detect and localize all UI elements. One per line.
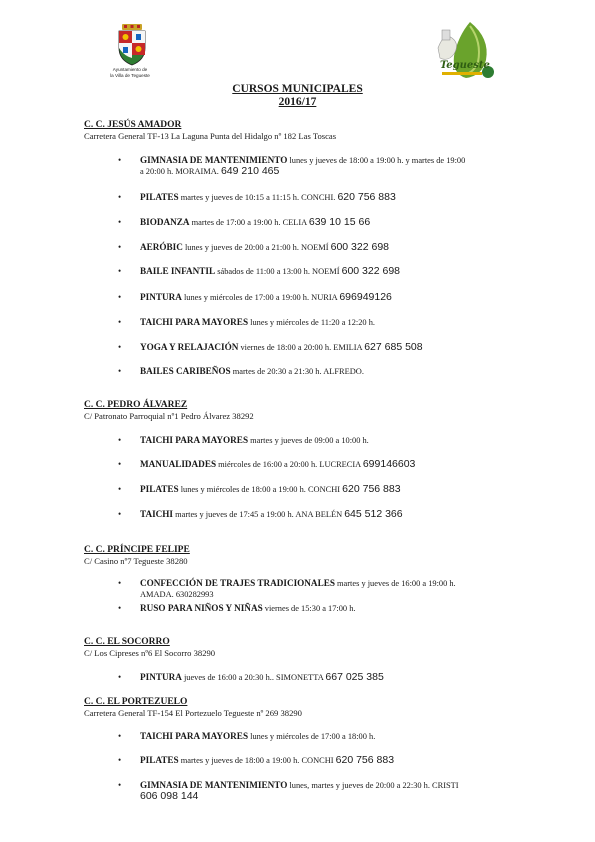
course-schedule-cont: AMADA. 630282993 — [140, 590, 214, 599]
bullet-icon: • — [118, 192, 122, 202]
course-phone: 600 322 698 — [330, 241, 390, 253]
course-name: TAICHI PARA MAYORES — [140, 731, 249, 741]
course-name: PILATES — [140, 192, 179, 202]
course-schedule: martes y jueves de 18:00 a 19:00 h. CONCHI — [178, 756, 336, 765]
bullet-icon: • — [118, 578, 122, 588]
course-name: CONFECCIÓN DE TRAJES TRADICIONALES — [140, 578, 335, 588]
course-name: PINTURA — [140, 292, 182, 302]
course-name: GIMNASIA DE MANTENIMIENTO — [140, 155, 288, 165]
section-title-el-portezuelo: C. C. EL PORTEZUELO — [84, 697, 188, 707]
course-item — [140, 731, 520, 742]
course-schedule: miércoles de 16:00 a 20:00 h. LUCRECIA — [216, 460, 363, 469]
course-name: BIODANZA — [140, 217, 190, 227]
bullet-icon: • — [118, 672, 122, 682]
bullet-icon: • — [118, 603, 122, 613]
course-phone: 645 512 366 — [344, 508, 403, 520]
course-name: RUSO PARA NIÑOS Y NIÑAS — [140, 603, 263, 613]
course-schedule: lunes y jueves de 18:00 a 19:00 h. y martes de 19:00 — [287, 156, 466, 165]
course-schedule: lunes, martes y jueves de 20:00 a 22:30 h. CRISTI — [287, 781, 459, 790]
section-address-el-socorro: C/ Los Cipreses nº6 El Socorro 38290 — [84, 648, 216, 658]
course-schedule: lunes y miércoles de 11:20 a 12:20 h. — [248, 318, 375, 327]
page-title: CURSOS MUNICIPALES — [232, 83, 363, 95]
course-name: TAICHI PARA MAYORES — [140, 317, 249, 327]
course-name: AERÓBIC — [140, 242, 183, 252]
logo-caption-line2: la Villa de Tegueste — [110, 73, 150, 78]
course-item — [140, 484, 520, 495]
course-name: BAILES CARIBEÑOS — [140, 366, 231, 376]
bullet-icon: • — [118, 484, 122, 494]
course-schedule: martes y jueves de 09:00 a 10:00 h. — [248, 436, 369, 445]
tegueste-leaf-icon — [430, 18, 502, 82]
course-phone: 639 10 15 66 — [308, 216, 371, 228]
section-address-pedro-alvarez: C/ Patronato Parroquial nº1 Pedro Álvarez 38292 — [84, 411, 254, 421]
course-phone: 649 210 465 — [220, 165, 280, 177]
course-schedule: viernes de 18:00 a 20:00 h. EMILIA — [238, 343, 365, 352]
course-item — [140, 242, 520, 253]
course-item — [140, 366, 520, 377]
course-item — [140, 217, 520, 228]
course-schedule: viernes de 15:30 a 17:00 h. — [262, 604, 356, 613]
course-schedule: lunes y miércoles de 18:00 a 19:00 h. CONCHI — [178, 485, 343, 494]
bullet-icon: • — [118, 755, 122, 765]
course-name: PILATES — [140, 755, 179, 765]
course-schedule: lunes y miércoles de 17:00 a 18:00 h. — [248, 732, 376, 741]
bullet-icon: • — [118, 342, 122, 352]
course-item — [140, 342, 520, 353]
course-schedule: lunes y jueves de 20:00 a 21:00 h. NOEMÍ — [182, 243, 331, 252]
logo-right-text: Tegueste — [440, 60, 490, 71]
section-address-el-portezuelo: Carretera General TF-154 El Portezuelo Tegueste nº 269 38290 — [84, 708, 302, 718]
bullet-icon: • — [118, 731, 122, 741]
bullet-icon: • — [118, 509, 122, 519]
logo-caption-line1: Ayuntamiento de — [112, 67, 148, 72]
course-item — [140, 603, 520, 614]
course-item — [140, 459, 520, 470]
course-item — [140, 292, 520, 303]
coat-of-arms-icon — [116, 24, 148, 66]
course-phone: 620 756 883 — [342, 483, 401, 495]
course-item — [140, 578, 520, 600]
course-item — [140, 755, 520, 766]
course-phone: 667 025 385 — [325, 671, 384, 683]
section-address-principe-felipe: C/ Casino nº7 Tegueste 38280 — [84, 556, 188, 566]
course-name: GIMNASIA DE MANTENIMIENTO — [140, 780, 288, 790]
bullet-icon: • — [118, 780, 122, 790]
course-item — [140, 780, 520, 802]
course-name: PINTURA — [140, 672, 182, 682]
course-schedule: sábados de 11:00 a 13:00 h. NOEMÍ — [215, 267, 342, 276]
course-name: TAICHI — [140, 509, 174, 519]
course-schedule: martes y jueves de 10:15 a 11:15 h. CONCHI. — [178, 193, 338, 202]
bullet-icon: • — [118, 292, 122, 302]
course-item — [140, 155, 520, 177]
course-name: YOGA Y RELAJACIÓN — [140, 342, 239, 352]
tegueste-brand-logo — [430, 18, 502, 82]
course-phone: 620 756 883 — [335, 754, 395, 766]
course-item — [140, 192, 520, 203]
bullet-icon: • — [118, 435, 122, 445]
course-schedule: lunes y miércoles de 17:00 a 19:00 h. NURIA — [181, 293, 340, 302]
bullet-icon: • — [118, 317, 122, 327]
section-title-jesus-amador: C. C. JESÚS AMADOR — [84, 120, 182, 130]
course-phone: 600 322 698 — [341, 265, 401, 277]
course-schedule: martes y jueves de 16:00 a 19:00 h. — [334, 579, 456, 588]
page-subtitle-year: 2016/17 — [278, 96, 317, 108]
course-schedule: martes de 20:30 a 21:30 h. ALFREDO. — [230, 367, 364, 376]
course-item — [140, 266, 520, 277]
bullet-icon: • — [118, 266, 122, 276]
section-title-pedro-alvarez: C. C. PEDRO ÁLVAREZ — [84, 400, 188, 410]
course-item — [140, 509, 520, 520]
bullet-icon: • — [118, 242, 122, 252]
section-title-el-socorro: C. C. EL SOCORRO — [84, 637, 170, 647]
course-phone: 696949126 — [339, 291, 392, 303]
course-name: MANUALIDADES — [140, 459, 217, 469]
course-phone: 699146603 — [362, 458, 416, 470]
municipal-coat-of-arms-logo — [112, 24, 152, 78]
bullet-icon: • — [118, 155, 122, 165]
course-phone-cont: 606 098 144 — [140, 790, 199, 802]
course-schedule-cont: a 20:00 h. MORAIMA. — [140, 167, 221, 176]
bullet-icon: • — [118, 366, 122, 376]
section-title-principe-felipe: C. C. PRÍNCIPE FELIPE — [84, 545, 190, 555]
course-item — [140, 672, 520, 683]
course-name: TAICHI PARA MAYORES — [140, 435, 249, 445]
bullet-icon: • — [118, 217, 122, 227]
bullet-icon: • — [118, 459, 122, 469]
course-item — [140, 435, 520, 446]
course-schedule: martes de 17:00 a 19:00 h. CELIA — [189, 218, 309, 227]
course-item — [140, 317, 520, 328]
header — [0, 0, 595, 90]
course-schedule: jueves de 16:00 a 20:30 h.. SIMONETTA — [181, 673, 326, 682]
course-name: PILATES — [140, 484, 179, 494]
course-phone: 620 756 883 — [337, 191, 396, 203]
section-address-jesus-amador: Carretera General TF-13 La Laguna Punta del Hidalgo nº 182 Las Toscas — [84, 131, 337, 141]
course-schedule: martes y jueves de 17:45 a 19:00 h. ANA BELÉN — [173, 510, 345, 519]
course-phone: 627 685 508 — [364, 341, 423, 353]
course-name: BAILE INFANTIL — [140, 266, 216, 276]
